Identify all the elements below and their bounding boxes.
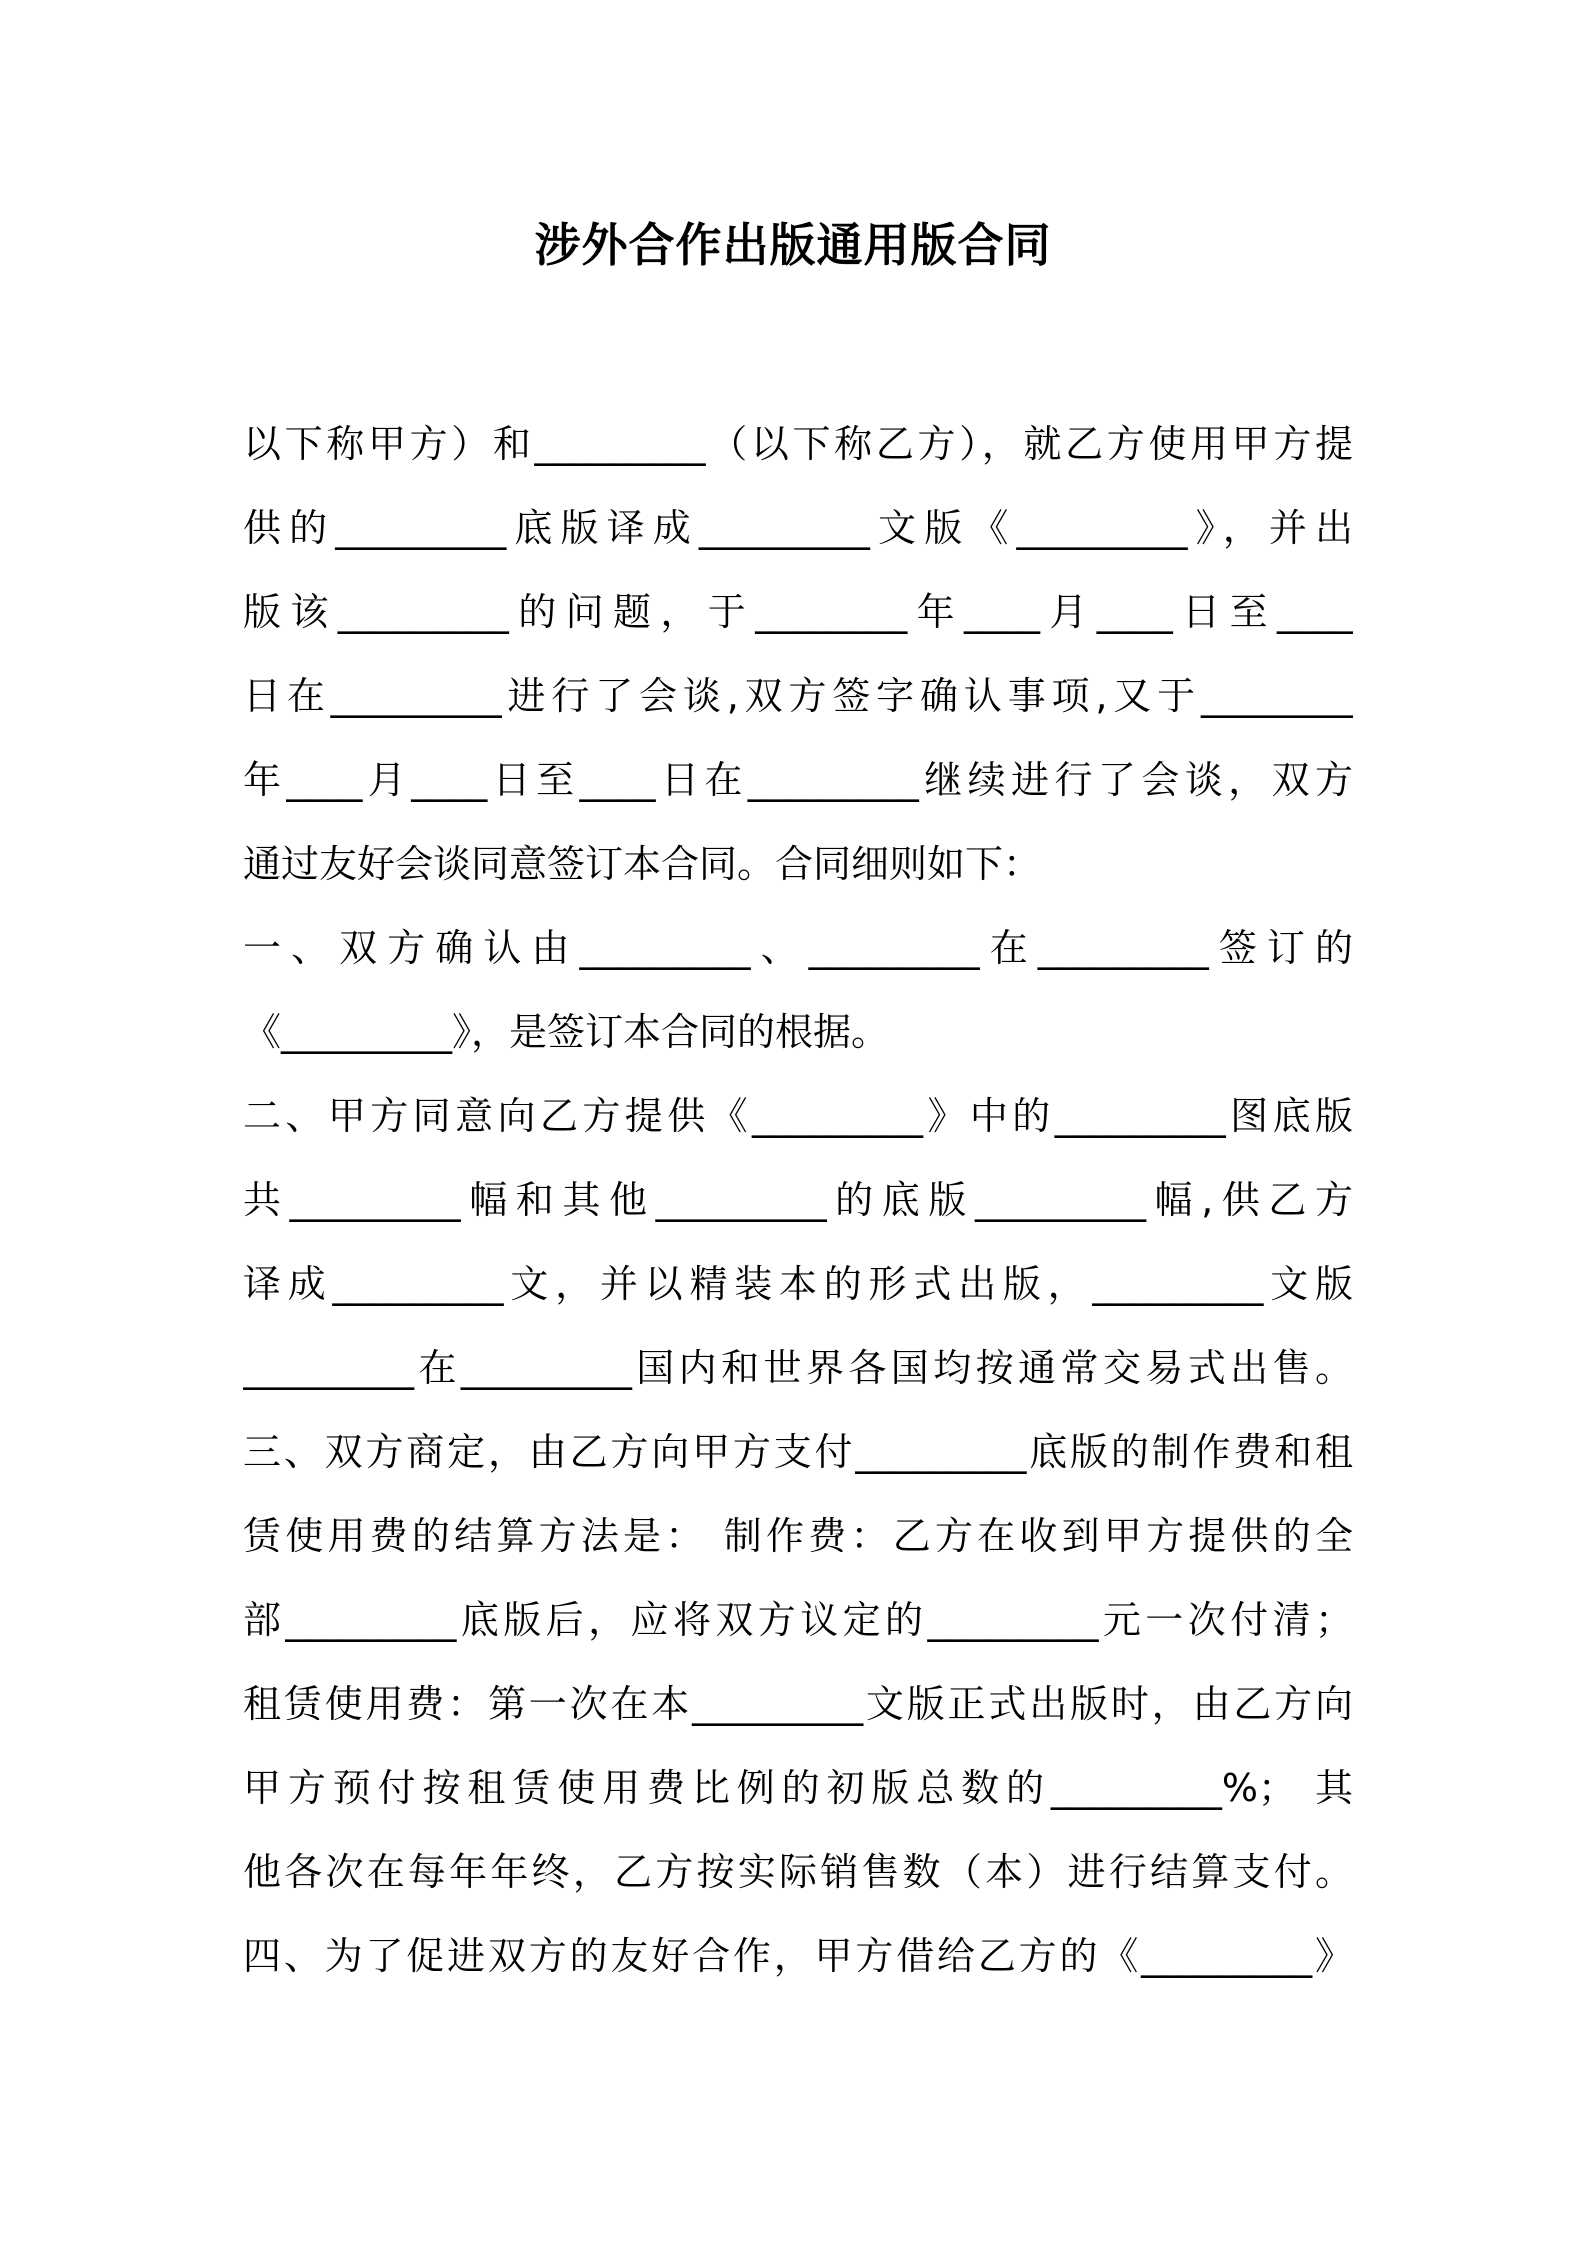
clause-2-line: 共_________幅和其他_________的底版_________幅,供乙方	[243, 1178, 1353, 1222]
text-line: 版该_________的问题，于________年____月____日至____	[243, 590, 1353, 634]
contract-body	[243, 402, 1353, 1998]
clause-3-line: 赁使用费的结算方法是： 制作费：乙方在收到甲方提供的全	[243, 1514, 1353, 1558]
clause-3-line: 甲方预付按租赁使用费比例的初版总数的_________%； 其	[243, 1766, 1353, 1810]
document-title: 涉外合作出版通用版合同	[534, 218, 1052, 272]
clause-3-line: 他各次在每年年终，乙方按实际销售数（本）进行结算支付。	[243, 1850, 1353, 1894]
text-line: 通过友好会谈同意签订本合同。合同细则如下：	[243, 842, 1042, 886]
text-line: 以下称甲方）和_________（以下称乙方），就乙方使用甲方提	[243, 422, 1353, 466]
clause-2-line: 译成_________文，并以精装本的形式出版，_________文版	[243, 1262, 1353, 1306]
clause-4-line: 四、为了促进双方的友好合作，甲方借给乙方的《_________》	[243, 1934, 1353, 1978]
clause-3-line: 租赁使用费：第一次在本_________文版正式出版时，由乙方向	[243, 1682, 1353, 1726]
clause-1-line: 《_________》，是签订本合同的根据。	[243, 1010, 890, 1054]
clause-3-line: 三、双方商定，由乙方向甲方支付_________底版的制作费和租	[243, 1430, 1353, 1474]
clause-2-line: _________在_________国内和世界各国均按通常交易式出售。	[243, 1346, 1353, 1390]
clause-3-line: 部_________底版后，应将双方议定的_________元一次付清；	[243, 1598, 1353, 1642]
clause-2-line: 二、甲方同意向乙方提供《_________》中的_________图底版	[243, 1094, 1353, 1138]
text-line: 供的_________底版译成_________文版《_________》，并出	[243, 506, 1353, 550]
clause-1-line: 一、双方确认由_________、_________在_________签订的	[243, 926, 1353, 970]
text-line: 日在_________进行了会谈,双方签字确认事项,又于________	[243, 674, 1353, 718]
text-line: 年____月____日至____日在_________继续进行了会谈，双方	[243, 758, 1353, 802]
